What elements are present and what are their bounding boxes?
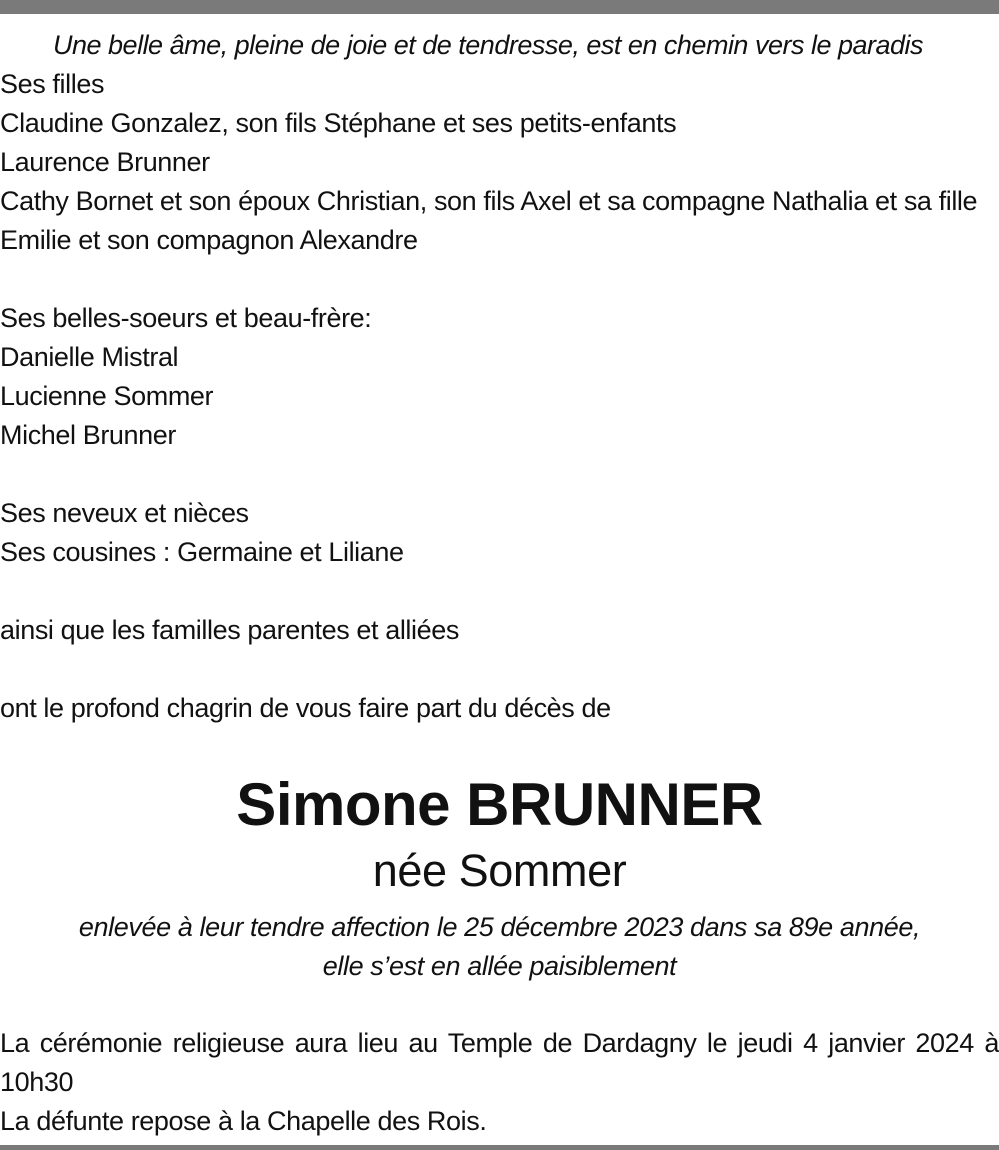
in-law-line-3: Michel Brunner xyxy=(0,420,176,450)
ceremony-service: La cérémonie religieuse aura lieu au Temple de Dardagny le jeudi 4 janvier 2024 à 10h30 xyxy=(0,1028,999,1097)
spacer xyxy=(0,455,999,494)
daughter-line-1: Claudine Gonzalez, son fils Stéphane et ses petits-enfants xyxy=(0,108,677,138)
maiden-name: née Sommer xyxy=(372,845,627,896)
tribute-line-1: enlevée à leur tendre affection le 25 décembre 2023 dans sa 89e année, xyxy=(78,912,921,942)
ceremony-info xyxy=(0,1024,999,1141)
bottom-rule xyxy=(0,1145,999,1150)
daughter-line-3: Cathy Bornet et son époux Christian, son fils Axel et sa compagne Nathalia et sa fille Emilie et son compagnon Alexandre xyxy=(0,186,978,255)
top-rule xyxy=(0,0,999,14)
spacer xyxy=(0,260,999,299)
families-line: ainsi que les familles parentes et alliées xyxy=(0,615,459,645)
tribute-line-2: elle s’est en allée paisiblement xyxy=(322,951,677,981)
announcement-line: ont le profond chagrin de vous faire part du décès de xyxy=(0,693,611,723)
nephews-line: Ses neveux et nièces xyxy=(0,498,249,528)
spacer xyxy=(0,650,999,689)
daughter-line-2: Laurence Brunner xyxy=(0,147,210,177)
spacer xyxy=(0,572,999,611)
tribute xyxy=(0,908,999,986)
obituary-notice xyxy=(0,26,999,1141)
deceased-name: Simone BRUNNER xyxy=(236,771,763,838)
in-law-line-1: Danielle Mistral xyxy=(0,342,179,372)
cousins-line: Ses cousines : Germaine et Liliane xyxy=(0,537,404,567)
in-laws-heading: Ses belles-soeurs et beau-frère: xyxy=(0,303,372,333)
ceremony-rest: La défunte repose à la Chapelle des Rois. xyxy=(0,1106,487,1136)
deceased-block xyxy=(0,770,999,986)
in-law-line-2: Lucienne Sommer xyxy=(0,381,214,411)
motto: Une belle âme, pleine de joie et de tendresse, est en chemin vers le paradis xyxy=(53,30,924,60)
daughters-heading: Ses filles xyxy=(0,69,105,99)
